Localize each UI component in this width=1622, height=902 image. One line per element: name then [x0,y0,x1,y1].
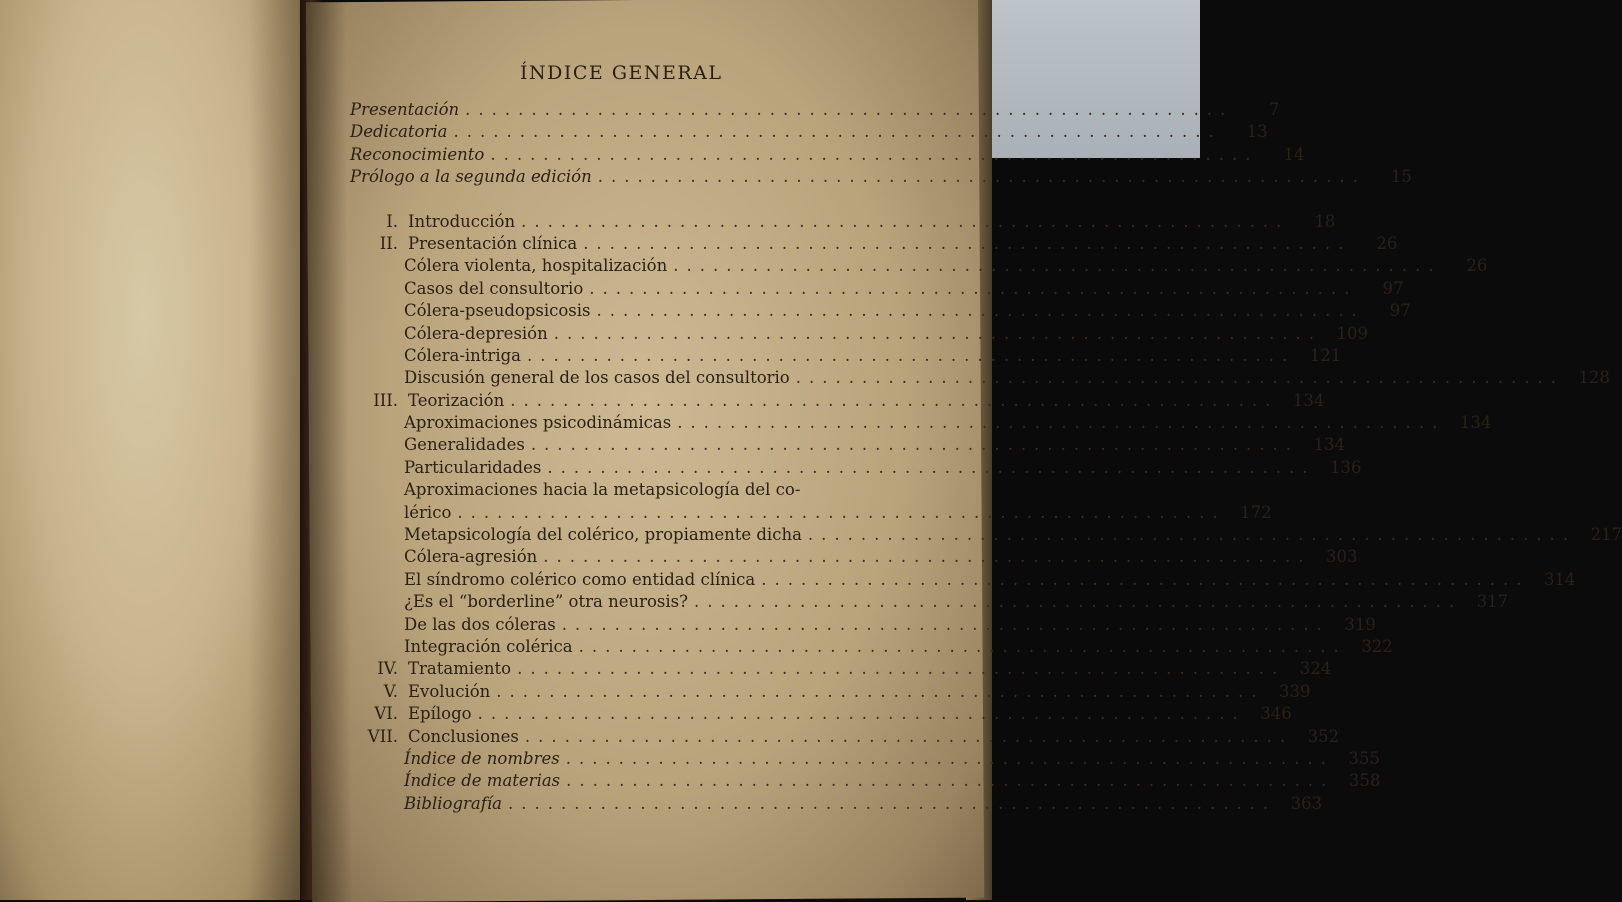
toc-label: Cólera-depresión [404,323,548,343]
toc-entry [350,413,1492,435]
left-book-page [0,0,318,900]
toc-label: Generalidades [404,435,525,455]
toc-entry [350,636,1393,659]
toc-page-number: 15 [1390,167,1412,187]
dot-leader: .......................................................... [807,525,1577,545]
toc-page-number: 7 [1268,100,1280,119]
toc-page-number: 317 [1476,592,1509,612]
toc-page-number: 109 [1336,323,1368,343]
toc-entry [350,301,1411,323]
toc-page-number: 217 [1590,525,1622,545]
toc-label: Discusión general de los casos del consultorio [404,368,790,388]
toc-entry [350,793,1323,816]
toc-page-number: 346 [1260,704,1292,724]
toc-label: Índice de materias [404,771,561,791]
toc-page-number: 134 [1292,390,1325,410]
dot-leader: .......................................................... [566,771,1335,791]
toc-entry [350,569,1576,592]
toc-label: Cólera-agresión [404,547,538,567]
dot-leader: .......................................................... [677,413,1446,433]
toc-entry [350,144,1305,167]
dot-leader: .......................................................... [496,681,1265,701]
toc-label: Particularidades [404,457,542,477]
toc-label: Teorización [408,390,505,410]
toc-label: Evolución [408,681,491,701]
toc-label: ¿Es el “borderline” otra neurosis? [404,592,688,612]
toc-label: Integración colérica [404,636,573,656]
dot-leader: .......................................................... [457,502,1226,522]
toc-entry [350,345,1342,368]
toc-page-number: 13 [1246,122,1268,142]
toc-label: El síndromo colérico como entidad clínica [404,569,756,589]
toc-entry [350,614,1376,637]
toc-page-number: 136 [1330,457,1362,477]
dot-leader: .......................................................... [597,167,1366,187]
toc-page-number: 352 [1307,726,1340,746]
toc-entry [350,167,1412,189]
dot-leader: .......................................................... [530,435,1300,455]
chapter-number: II. [379,233,398,253]
toc-page-number: 172 [1240,502,1272,522]
dot-leader: .......................................................... [507,793,1277,813]
dot-leader: .......................................................... [490,144,1259,164]
toc-entry [350,748,1380,771]
toc-entry [350,502,1272,525]
toc-entry [350,368,1610,390]
dot-leader: .......................................................... [673,256,1442,276]
toc-entry [350,525,1622,547]
toc-entry [350,659,1332,681]
toc-entry [350,771,1381,793]
dot-leader: .......................................................... [553,323,1322,343]
toc-entry [350,457,1362,480]
chapter-number: VII. [367,726,398,746]
toc-page-number: 355 [1348,748,1380,768]
dot-leader: .......................................................... [583,233,1352,253]
toc-label: De las dos cóleras [404,614,556,634]
dot-leader: .......................................................... [510,390,1279,410]
toc-entry [350,547,1358,569]
dot-leader: .......................................................... [761,569,1530,589]
dot-leader: .......................................................... [578,636,1347,656]
dot-leader: .......................................................... [596,301,1365,321]
toc-entry [350,435,1346,457]
toc-page-number: 26 [1466,256,1488,276]
table-of-contents [350,100,1622,816]
chapter-number: IV. [377,659,398,679]
toc-page-number: 363 [1290,793,1323,813]
toc-label: Dedicatoria [350,122,448,142]
dot-leader: .......................................................... [465,100,1234,119]
toc-entry [350,390,1325,413]
toc-page-number: 358 [1348,771,1381,791]
dot-leader: .......................................................... [543,547,1312,567]
toc-label: Introducción [408,211,516,231]
toc-page-number: 322 [1361,636,1393,656]
toc-page-number: 339 [1279,681,1311,701]
chapter-number: I. [386,211,398,231]
toc-page-number: 319 [1344,614,1376,634]
toc-entry [350,211,1336,234]
toc-entry [350,592,1509,614]
dot-leader: .......................................................... [547,457,1316,477]
toc-entry [350,100,1280,122]
toc-label: Aproximaciones hacia la metapsicología del co- [404,480,801,500]
dot-leader: .......................................................... [561,614,1330,634]
toc-label: Reconocimiento [350,144,485,164]
page-title: ÍNDICE GENERAL [520,62,723,84]
toc-entry [350,233,1398,256]
toc-page-number: 97 [1389,301,1411,321]
toc-label: Cólera violenta, hospitalización [404,256,668,276]
toc-page-number: 314 [1543,569,1576,589]
toc-page-number: 121 [1309,345,1342,365]
toc-entry [350,278,1404,301]
toc-label: Bibliografía [404,793,502,813]
toc-label: Prólogo a la segunda edición [350,167,592,187]
toc-label: lérico [404,502,452,522]
toc-page-number: 324 [1299,659,1332,679]
chapter-number: V. [383,681,398,701]
dot-leader: .......................................................... [565,748,1334,768]
toc-label: Tratamiento [408,659,512,679]
dot-leader: .......................................................... [517,659,1286,679]
toc-entry [350,122,1268,144]
toc-label: Índice de nombres [404,748,560,768]
dot-leader: .......................................................... [795,368,1564,388]
dot-leader: .......................................................... [527,345,1296,365]
dot-leader: .......................................................... [521,211,1290,231]
toc-entry [350,681,1311,704]
toc-page-number: 18 [1314,211,1336,231]
toc-page-number: 14 [1283,144,1305,164]
toc-label: Metapsicología del colérico, propiamente dicha [404,525,802,545]
chapter-number: III. [373,390,398,410]
toc-entry [350,480,885,502]
toc-label: Aproximaciones psicodinámicas [404,413,672,433]
toc-label: Casos del consultorio [404,278,584,298]
toc-label: Presentación clínica [408,233,578,253]
dot-leader: .......................................................... [477,704,1246,724]
toc-page-number: 97 [1382,278,1404,298]
toc-label: Cólera-intriga [404,345,521,365]
toc-page-number: 128 [1578,368,1610,388]
toc-entry [350,256,1488,278]
toc-page-number: 26 [1376,233,1398,253]
toc-page-number: 134 [1459,413,1492,433]
dot-leader: .......................................................... [524,726,1294,746]
toc-label: Cólera-pseudopsicosis [404,301,591,321]
toc-page-number: 303 [1325,547,1358,567]
toc-entry [350,726,1340,749]
toc-label: Conclusiones [408,726,519,746]
dot-leader: .......................................................... [693,592,1463,612]
toc-entry [350,323,1368,346]
chapter-number: VI. [374,704,398,724]
toc-label: Presentación [350,100,460,119]
toc-entry [350,704,1292,726]
toc-label: Epílogo [408,704,472,724]
section-gap [350,190,885,212]
dot-leader: .......................................................... [453,122,1222,142]
dot-leader: .......................................................... [589,278,1358,298]
toc-page-number: 134 [1313,435,1346,455]
